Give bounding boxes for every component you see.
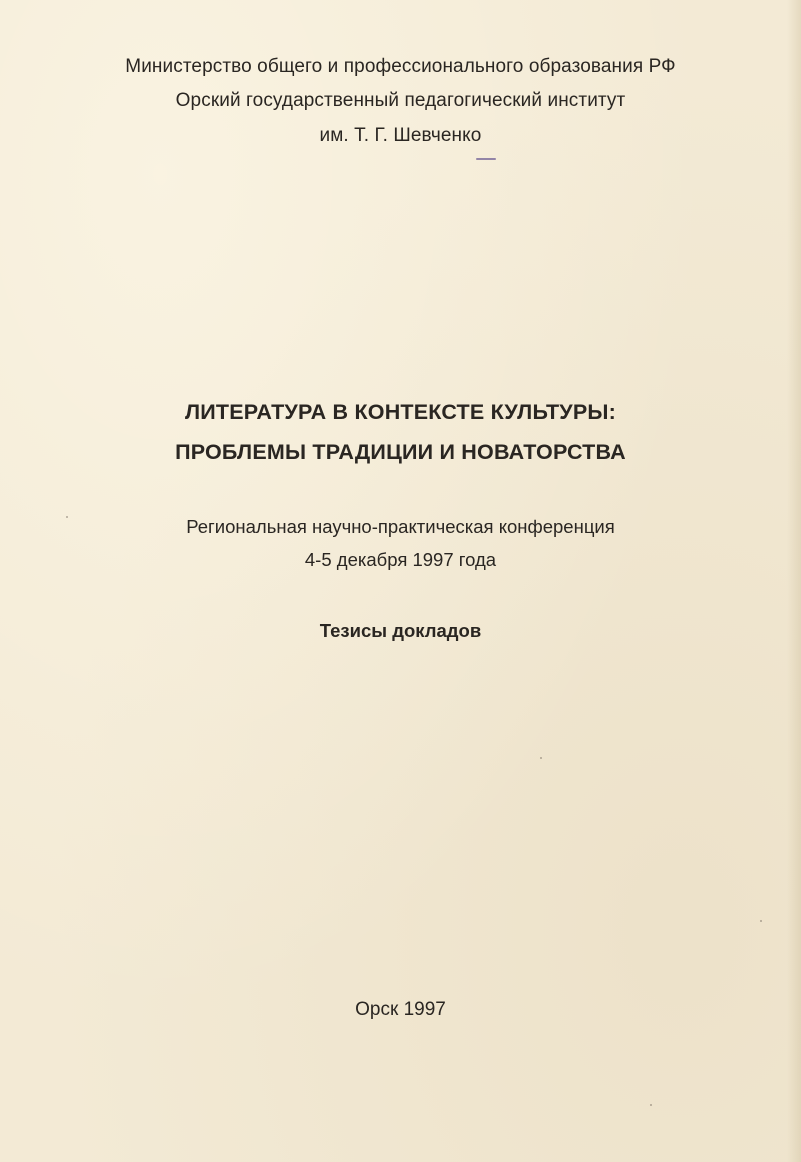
place-year: Орск 1997 bbox=[355, 999, 446, 1020]
page-edge-shadow bbox=[787, 0, 801, 1162]
title-line-2: ПРОБЛЕМЫ ТРАДИЦИИ И НОВАТОРСТВА bbox=[175, 440, 626, 464]
conference-dates: 4-5 декабря 1997 года bbox=[304, 549, 497, 570]
paper-speck bbox=[760, 920, 762, 922]
paper-speck bbox=[540, 757, 542, 759]
paper-speck bbox=[650, 1104, 652, 1106]
paper-speck bbox=[66, 516, 68, 518]
institute-line: Орский государственный педагогический институт bbox=[175, 90, 626, 111]
ministry-line: Министерство общего и профессионального образования РФ bbox=[125, 56, 676, 77]
conference-name: Региональная научно-практическая конференция bbox=[186, 516, 615, 537]
named-after-line: им. Т. Г. Шевченко bbox=[319, 125, 482, 146]
title-line-1: ЛИТЕРАТУРА В КОНТЕКСТЕ КУЛЬТУРЫ: bbox=[184, 400, 617, 424]
pen-mark bbox=[476, 158, 496, 160]
document-type: Тезисы докладов bbox=[319, 620, 482, 641]
